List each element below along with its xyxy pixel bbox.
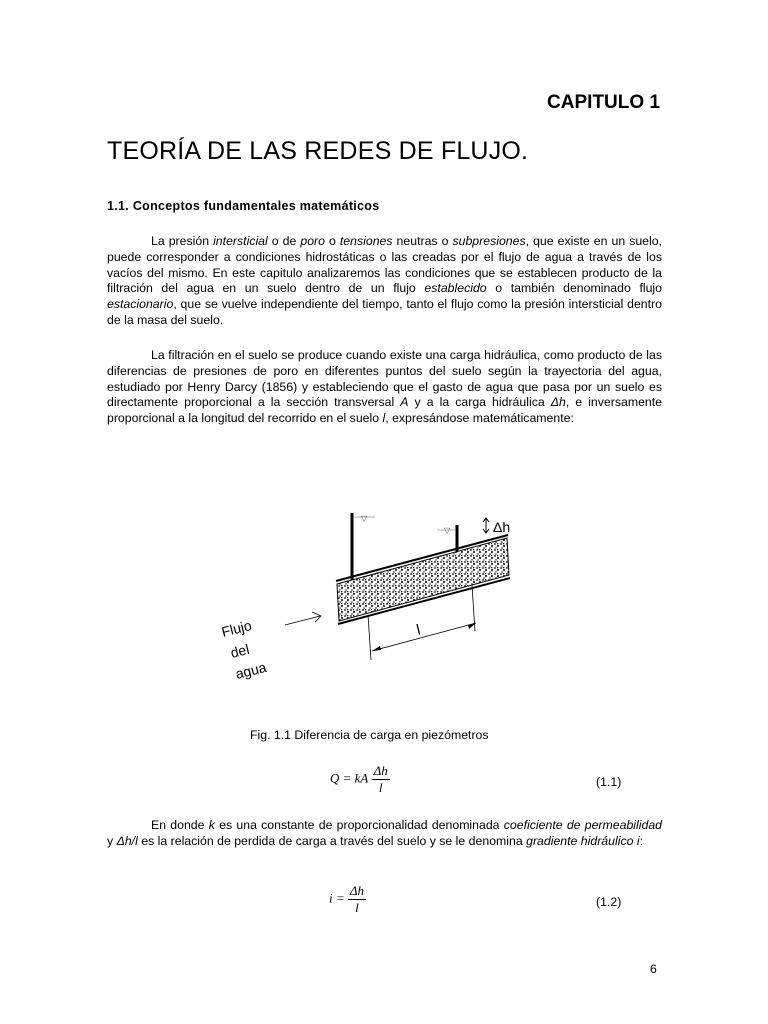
paragraph-1 [107,234,662,329]
p1-text-run: , que se vuelve independiente del tiempo, tanto el flujo como la presión intersticial dentro de la masa del suelo. [107,297,662,327]
p3-text-run: y [107,833,117,848]
flow-arrow [285,616,320,625]
p3-text-run: coeficiente de permeabilidad [503,818,662,832]
equation-1-2 [329,883,366,916]
page-title: TEORÍA DE LAS REDES DE FLUJO. [107,137,529,165]
section-heading: 1.1. Conceptos fundamentales matemáticos [107,199,380,213]
p1-text-run: neutras o [392,234,453,248]
p1-text-run: o [324,234,340,248]
p1-text-run: establecido [424,281,487,296]
water-level-marker-right: ▽ [444,526,451,535]
p2-text-run: La filtración en el suelo se produce cuando existe una carga hidráulica, como producto de las diferencias de presiones de poro en diferentes puntos del suelo según la trayectoria del agua, estudiado por Henry Darcy (1856) y estableciendo que el gasto de agua que pasa por un suelo es directamente proporcional a la sección transversal [107,348,662,410]
equation-1-1 [330,763,390,796]
equation-1-2-denominator: l [355,900,359,915]
length-dimension-line [372,623,476,651]
paragraph-3 [107,818,662,850]
flow-label-line2: del [228,640,251,661]
delta-h-label: Δh [493,519,511,535]
figure-caption: Fig. 1.1 Diferencia de carga en piezómetros [250,728,489,742]
p1-text-run: , que existe en un suelo, puede corresponder a condiciones hidrostáticas o las creadas por el flujo de agua a través de los vacíos del mismo. En este capitulo analizaremos las condiciones que se establecen producto de la filtración del agua en un suelo dentro de un flujo [107,234,663,296]
length-label: l [414,621,423,639]
p3-text-run: : [639,833,644,848]
flow-label-line1: Flujo [219,617,254,640]
p3-text-run: Δh/l [116,833,138,848]
p2-text-run: Δh [550,395,566,410]
equation-1-2-lhs: i = [329,890,345,906]
p3-text-run: es una constante de proporcionalidad denominada [214,818,504,832]
equation-1-1-fraction [372,763,390,796]
soil-sample [337,538,509,621]
p1-text-run: subpresiones [452,234,526,248]
equation-1-1-denominator: l [378,780,383,795]
p2-text-run: A [400,395,409,410]
paragraph-2 [107,348,662,427]
equation-1-1-numerator: Δh [373,763,388,778]
water-level-marker-left: ▽ [361,514,368,523]
p1-text-run: intersticial [213,234,268,248]
p3-text-run: gradiente hidráulico i [526,833,640,848]
piezometer-figure [200,495,560,695]
page-number: 6 [650,962,657,976]
equation-1-1-lhs: Q = kA [330,770,369,786]
p3-text-run: En donde [151,818,209,832]
p3-text-run: es la relación de perdida de carga a través del suelo y se le denomina [137,833,527,848]
equation-1-2-numerator: Δh [349,883,365,898]
delta-h-arrow-icon [483,518,489,533]
p1-text-run: tensiones [339,234,393,248]
p3-text-run: k [208,818,215,832]
p1-text-run: poro [300,234,325,248]
p1-text-run: o de [267,234,301,248]
p1-text-run: estacionario [107,297,174,312]
equation-1-2-number: (1.2) [596,895,622,909]
flow-label-line3: agua [233,658,268,682]
p2-text-run: , expresándose matemáticamente: [385,411,574,426]
p2-text-run: , e inversamente proporcional a la longitud del recorrido en el suelo [107,395,663,426]
p2-text-run: l [382,411,386,426]
p2-text-run: y a la carga hidráulica [408,395,551,410]
equation-1-2-fraction [348,883,366,916]
p1-text-run: o también denominado flujo [486,281,663,296]
equation-1-1-number: (1.1) [596,775,622,789]
p1-text-run: La presión [151,234,214,248]
chapter-heading: CAPITULO 1 [547,92,660,113]
